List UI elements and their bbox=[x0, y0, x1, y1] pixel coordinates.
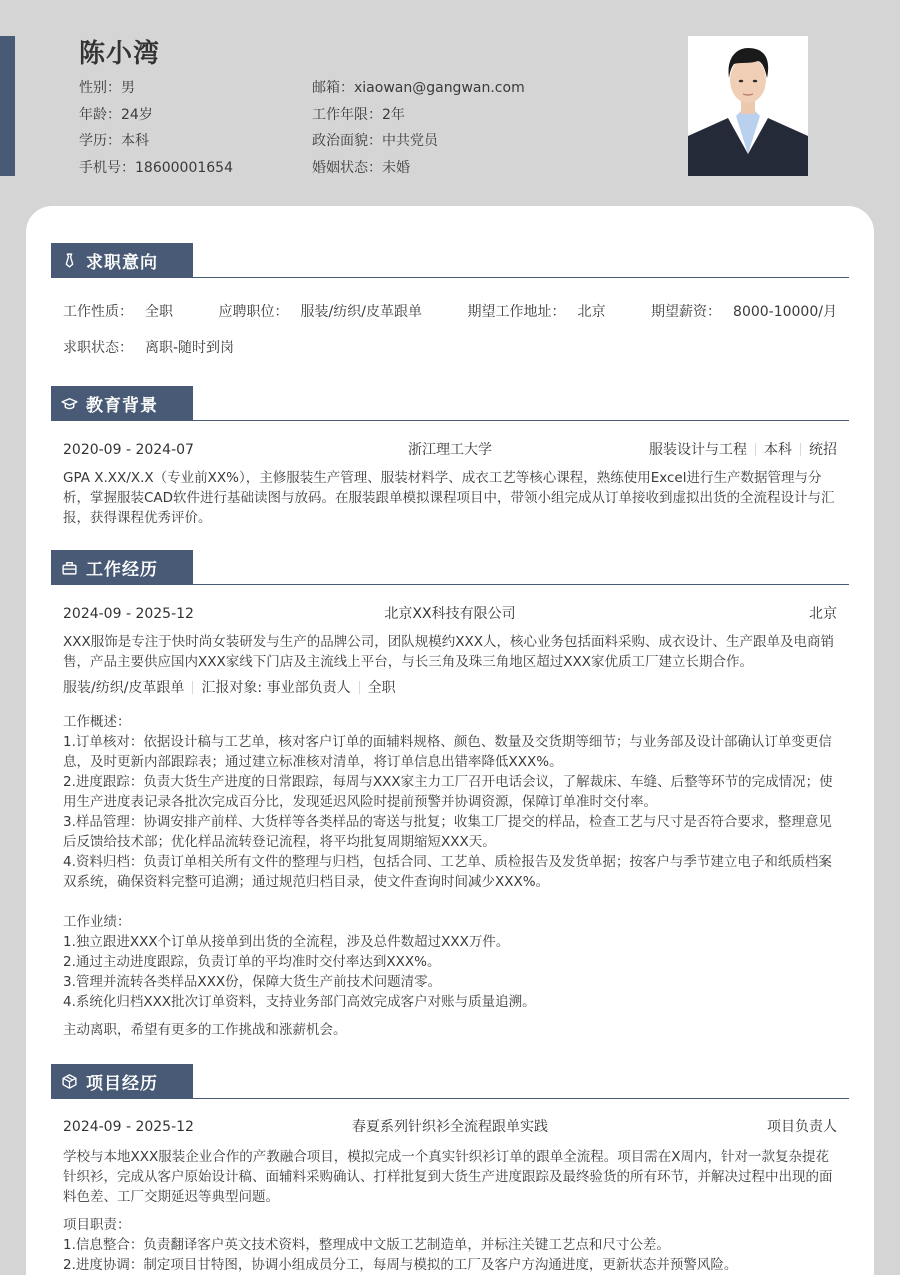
position-field bbox=[219, 302, 422, 322]
section-title: 教育背景 bbox=[86, 395, 158, 416]
profile-header bbox=[79, 36, 679, 176]
project-name: 春夏系列针织衫全流程跟单实践 bbox=[352, 1119, 548, 1135]
field-label: 婚姻状态： bbox=[312, 159, 382, 176]
work-overview bbox=[51, 712, 849, 892]
achievement-item: 1.独立跟进XXX个订单从接单到出货的全流程，涉及总件数超过XXX万件。 bbox=[63, 934, 510, 950]
email-field bbox=[312, 75, 525, 102]
cube-icon bbox=[61, 1073, 78, 1090]
section-tab bbox=[51, 386, 193, 420]
overview-item: 4.资料归档：负责订单相关所有文件的整理与归档，包括合同、工艺单、质检报告及发货单据；按客户与季节建立电子和纸质档案双系统，确保资料完整可追溯；通过规范归档目录，使文件查询时间减少XXX%。 bbox=[63, 854, 832, 890]
field-label: 学历： bbox=[79, 133, 121, 149]
education-description: GPA X.XX/X.X（专业前XX%），主修服装生产管理、服装材料学、成衣工艺等核心课程，熟练使用Excel进行生产数据管理与分析，掌握服装CAD软件进行基础读图与放码。在服装跟单模拟课程项目中，带领小组完成从订单接收到虚拟出货的全流程设计与汇报，获得课程优秀评价。 bbox=[63, 470, 835, 526]
field-label: 期望薪资： bbox=[651, 304, 722, 320]
field-value[interactable]: xiaowan@gangwan.com bbox=[354, 80, 525, 96]
section-tab bbox=[51, 550, 193, 584]
duty-item: 1.信息整合：负责翻译客户英文技术资料，整理成中文版工艺制造单，并标注关键工艺点和尺寸公差。 bbox=[63, 1237, 670, 1253]
work-entry bbox=[51, 604, 849, 1040]
field-label: 性别： bbox=[79, 80, 121, 96]
field-label: 应聘职位： bbox=[218, 304, 289, 320]
school-name: 浙江理工大学 bbox=[408, 442, 492, 458]
duties-title: 项目职责： bbox=[63, 1217, 131, 1233]
achievement-item: 4.系统化归档XXX批次订单资料，支持业务部门高效完成客户对账与质量追溯。 bbox=[63, 994, 536, 1010]
section-title: 工作经历 bbox=[86, 559, 158, 580]
project-period: 2024-09 - 2025-12 bbox=[63, 1119, 194, 1135]
company-intro: XXX服饰是专注于快时尚女装研发与生产的品牌公司，团队规模约XXX人，核心业务包括面料采购、成衣设计、生产跟单及电商销售，产品主要供应国内XXX家线下门店及主流线上平台，与长三角及珠三角地区超过XXX家优质工厂建立长期合作。 bbox=[63, 634, 834, 670]
location-field bbox=[468, 302, 606, 322]
field-value: 离职-随时到岗 bbox=[145, 340, 235, 356]
project-entry-header bbox=[51, 1117, 849, 1137]
person-portrait-icon bbox=[688, 36, 808, 176]
header-accent-bar bbox=[0, 36, 15, 176]
gender-field bbox=[79, 75, 233, 102]
job-intent-row-2 bbox=[51, 338, 849, 358]
overview-item: 3.样品管理：协调安排产前样、大货样等各类样品的寄送与批复；收集工厂提交的样品，检查工艺与尺寸是否符合要求，整理意见后反馈给技术部；优化样品流转登记流程，将平均批复周期缩短XXX天。 bbox=[63, 814, 832, 850]
field-label: 工作年限： bbox=[312, 106, 382, 123]
major: 服装设计与工程 bbox=[649, 442, 747, 458]
tag-report-to: 汇报对象: 事业部负责人 bbox=[201, 680, 351, 696]
political-status-field bbox=[312, 128, 525, 155]
work-tags bbox=[51, 678, 849, 698]
job-intent-row-1 bbox=[51, 302, 849, 322]
project-entry bbox=[51, 1117, 849, 1275]
work-period: 2024-09 - 2025-12 bbox=[63, 606, 194, 622]
education-entry-header bbox=[51, 440, 849, 460]
section-header bbox=[51, 386, 849, 421]
briefcase-icon bbox=[61, 559, 78, 576]
field-value: 8000-10000/月 bbox=[733, 304, 837, 320]
achievements-title: 工作业绩： bbox=[63, 914, 131, 930]
section-header bbox=[51, 1064, 849, 1099]
field-value: 本科 bbox=[121, 133, 149, 149]
job-intent-section bbox=[51, 243, 849, 358]
company-name: 北京XX科技有限公司 bbox=[384, 606, 516, 622]
field-label: 政治面貌： bbox=[312, 133, 382, 149]
enrollment-type: 统招 bbox=[809, 442, 837, 458]
section-tab bbox=[51, 243, 193, 277]
tag-employment-type: 全职 bbox=[367, 680, 396, 696]
job-type-field bbox=[63, 302, 173, 322]
tie-icon bbox=[61, 252, 78, 269]
work-location: 北京 bbox=[809, 606, 837, 622]
profile-photo bbox=[688, 36, 808, 176]
divider bbox=[800, 443, 801, 456]
education-level-field bbox=[79, 128, 233, 155]
field-label: 年龄： bbox=[79, 106, 121, 123]
section-header bbox=[51, 550, 849, 585]
overview-item: 2.进度跟踪：负责大货生产进度的日常跟踪，每周与XXX家主力工厂召开电话会议，了解裁床、车缝、后整等环节的完成情况；使用生产进度表记录各批次完成百分比，发现延迟风险时提前预警并协调资源，保障订单准时交付率。 bbox=[63, 774, 833, 810]
field-label: 邮箱： bbox=[312, 80, 354, 96]
field-label: 手机号： bbox=[79, 159, 135, 176]
field-label: 期望工作地址： bbox=[467, 304, 566, 320]
achievement-item: 3.管理并流转各类样品XXX份，保障大货生产前技术问题清零。 bbox=[63, 974, 442, 990]
divider bbox=[192, 681, 193, 694]
project-intro: 学校与本地XXX服装企业合作的产教融合项目，模拟完成一个真实针织衫订单的跟单全流程。项目需在X周内，针对一款复杂提花针织衫，完成从客户原始设计稿、面辅料采购确认、打样批复到大货生产进度跟踪及最终验货的所有环节，并解决过程中出现的面料色差、工厂交期延迟等典型问题。 bbox=[63, 1149, 833, 1205]
candidate-name: 陈小湾 bbox=[79, 39, 161, 69]
overview-item: 1.订单核对：依据设计稿与工艺单，核对客户订单的面辅料规格、颜色、数量及交货期等细节；与业务部及设计部确认订单变更信息，及时更新内部跟踪表；通过建立标准核对清单，将订单信息出错率降低XXX%。 bbox=[63, 734, 832, 770]
age-field bbox=[79, 102, 233, 129]
section-title: 求职意向 bbox=[86, 252, 158, 273]
field-label: 工作性质： bbox=[63, 304, 133, 320]
project-duties bbox=[51, 1215, 849, 1275]
education-details bbox=[649, 440, 837, 460]
field-label: 求职状态： bbox=[63, 340, 133, 356]
field-value: 男 bbox=[121, 80, 135, 96]
achievement-item: 2.通过主动进度跟踪，负责订单的平均准时交付率达到XXX%。 bbox=[63, 954, 441, 970]
work-achievements bbox=[51, 912, 849, 1012]
field-value: 中共党员 bbox=[382, 133, 438, 149]
salary-field bbox=[651, 302, 837, 322]
field-value: 18600001654 bbox=[135, 159, 233, 176]
phone-field bbox=[79, 155, 233, 182]
divider bbox=[755, 443, 756, 456]
graduation-cap-icon bbox=[61, 395, 78, 412]
project-role: 项目负责人 bbox=[767, 1119, 837, 1135]
field-value: 未婚 bbox=[382, 159, 410, 176]
education-entry bbox=[51, 440, 849, 528]
field-value: 全职 bbox=[145, 304, 173, 320]
education-section bbox=[51, 386, 849, 528]
field-value: 24岁 bbox=[121, 106, 153, 123]
leave-reason: 主动离职，希望有更多的工作挑战和涨薪机会。 bbox=[63, 1022, 347, 1038]
work-years-field bbox=[312, 102, 525, 129]
duty-item: 2.进度协调：制定项目甘特图，协调小组成员分工，每周与模拟的工厂及客户方沟通进度，更新状态并预警风险。 bbox=[63, 1257, 738, 1273]
profile-info-left bbox=[79, 75, 233, 181]
section-title: 项目经历 bbox=[86, 1073, 158, 1094]
section-header bbox=[51, 243, 849, 278]
job-status-field bbox=[63, 338, 234, 358]
degree: 本科 bbox=[764, 442, 792, 458]
education-period: 2020-09 - 2024-07 bbox=[63, 442, 194, 458]
work-entry-header bbox=[51, 604, 849, 624]
divider bbox=[359, 681, 360, 694]
field-value: 2年 bbox=[382, 106, 405, 123]
profile-info-right bbox=[312, 75, 525, 181]
work-section bbox=[51, 550, 849, 1040]
project-section bbox=[51, 1064, 849, 1275]
field-value: 北京 bbox=[577, 304, 606, 320]
tag-position: 服装/纺织/皮革跟单 bbox=[63, 680, 185, 696]
field-value: 服装/纺织/皮革跟单 bbox=[300, 304, 422, 320]
marital-status-field bbox=[312, 155, 525, 182]
overview-title: 工作概述： bbox=[63, 714, 131, 730]
section-tab bbox=[51, 1064, 193, 1098]
